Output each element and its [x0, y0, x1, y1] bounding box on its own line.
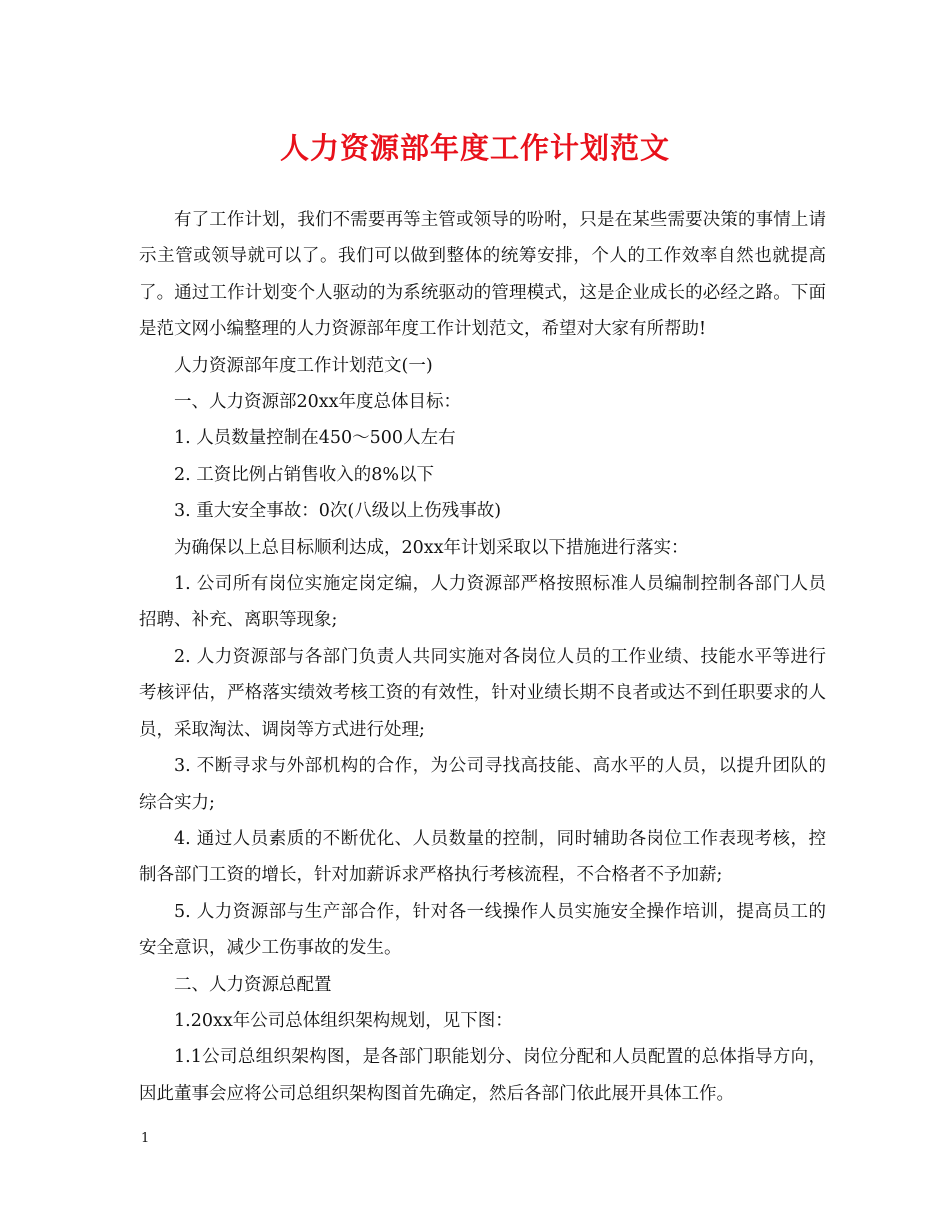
paragraph-goal-2: 2. 工资比例占销售收入的8%以下: [174, 464, 435, 485]
paragraph-goals-heading: 一、人力资源部20xx年度总体目标：: [174, 392, 462, 413]
document-body: [139, 202, 826, 1112]
paragraph-measure-4: 4. 通过人员素质的不断优化、人员数量的控制，同时辅助各岗位工作表现考核，控制各部门工资的增长，针对加薪诉求严格执行考核流程，不合格者不予加薪;: [139, 828, 826, 886]
paragraph-measure-5: 5. 人力资源部与生产部合作，针对各一线操作人员实施安全操作培训，提高员工的安全意识，减少工伤事故的发生。: [139, 901, 826, 959]
page-number: 1: [141, 1131, 150, 1146]
document-title: 人力资源部年度工作计划范文: [279, 131, 670, 165]
paragraph-org-chart: 1.1公司总组织架构图，是各部门职能划分、岗位分配和人员配置的总体指导方向，因此董事会应将公司总组织架构图首先确定，然后各部门依此展开具体工作。: [139, 1047, 826, 1104]
paragraph-goal-3: 3. 重大安全事故：0次(八级以上伤残事故): [174, 501, 502, 522]
paragraph-measures-heading: 为确保以上总目标顺利达成，20xx年计划采取以下措施进行落实：: [174, 537, 689, 558]
paragraph-measure-1: 1. 公司所有岗位实施定岗定编，人力资源部严格按照标准人员编制控制各部门人员招聘、补充、离职等现象;: [139, 574, 826, 631]
paragraph-measure-2: 2. 人力资源部与各部门负责人共同实施对各岗位人员的工作业绩、技能水平等进行考核评估，严格落实绩效考核工资的有效性，针对业绩长期不良者或达不到任职要求的人员，采取淘汰、调岗等方式进行处理;: [139, 646, 826, 740]
paragraph-config-heading: 二、人力资源总配置: [174, 974, 332, 995]
paragraph-org-plan: 1.20xx年公司总体组织架构规划，见下图：: [174, 1010, 513, 1031]
paragraph-section-heading: 人力资源部年度工作计划范文(一): [174, 355, 433, 376]
paragraph-intro: 有了工作计划，我们不需要再等主管或领导的吩咐，只是在某些需要决策的事情上请示主管或领导就可以了。我们可以做到整体的统筹安排，个人的工作效率自然也就提高了。通过工作计划变个人驱动的为系统驱动的管理模式，这是企业成长的必经之路。下面是范文网小编整理的人力资源部年度工作计划范文，希望对大家有所帮助!: [139, 210, 826, 340]
paragraph-measure-3: 3. 不断寻求与外部机构的合作，为公司寻找高技能、高水平的人员，以提升团队的综合实力;: [139, 756, 826, 813]
paragraph-goal-1: 1. 人员数量控制在450～500人左右: [174, 428, 456, 449]
